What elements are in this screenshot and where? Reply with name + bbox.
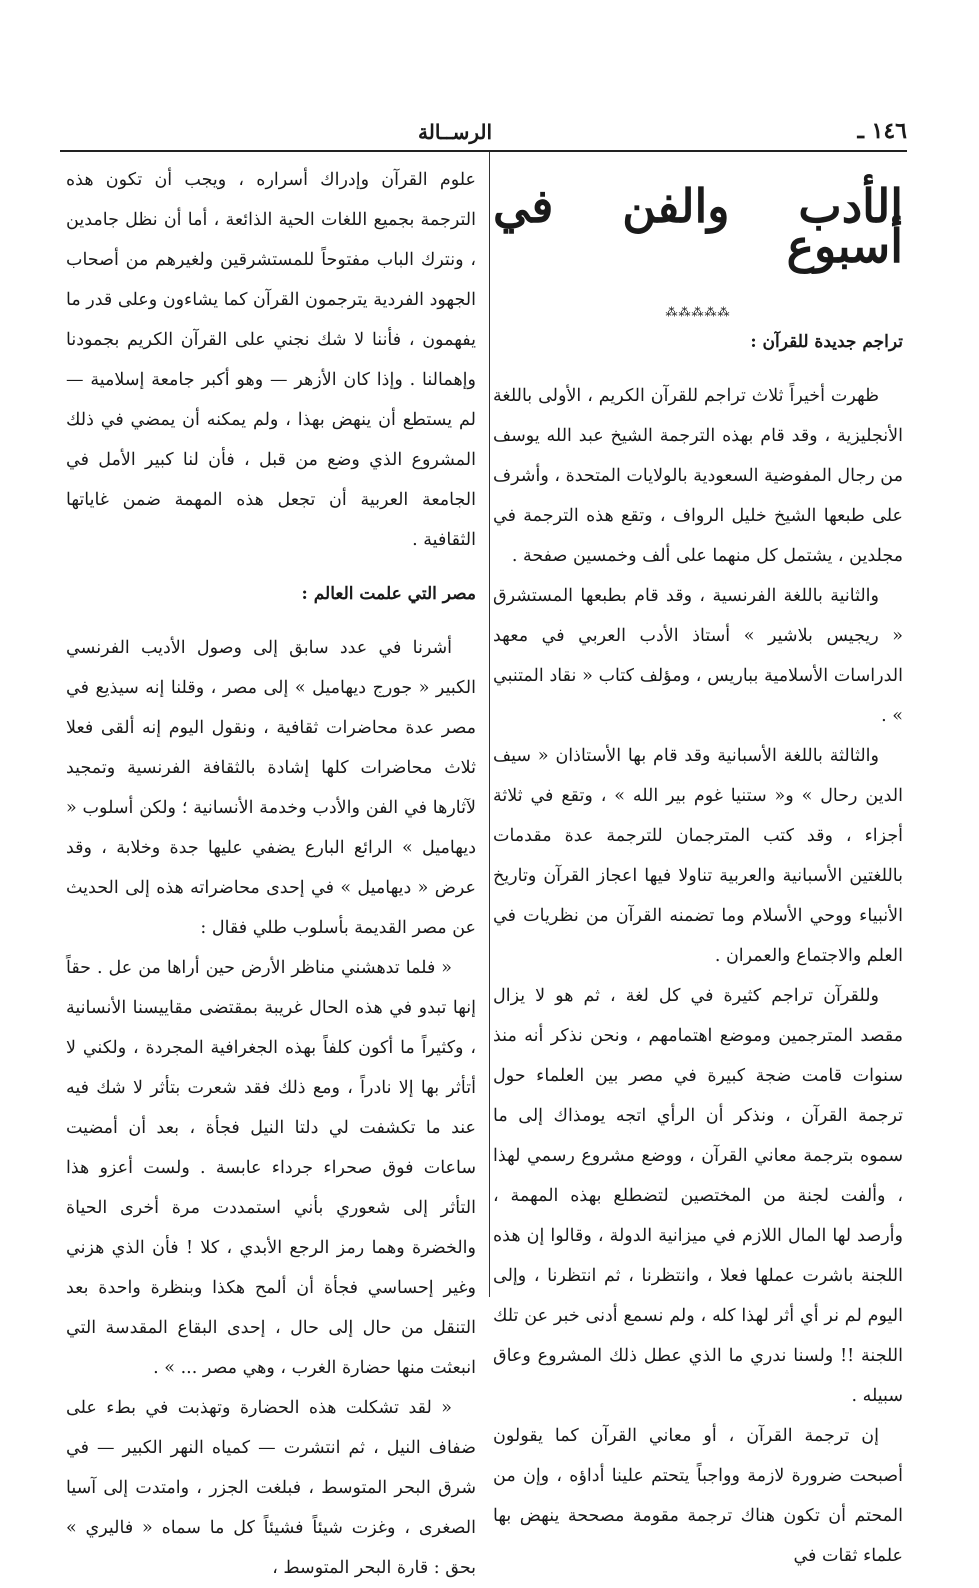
paragraph: أشرنا في عدد سابق إلى وصول الأديب الفرنسي الكبير « جورج ديهاميل » إلى مصر ، وقلنا إنه سيذيع في مصر عدة محاضرات ثقافية ، ونقول اليوم إنه ألقى فعلا ثلاث محاضرات كلها إشادة بالثقافة الفرنسية وتمجيد لآثارها في الفن والأدب وخدمة الأنسانية ؛ ولكن أسلوب « ديهاميل » الرائع البارع يضفي عليها جدة وخلابة ، وقد عرض « ديهاميل » في إحدى محاضراته هذه إلى الحديث عن مصر القديمة بأسلوب طلي فقال : bbox=[66, 638, 476, 938]
paragraph: ظهرت أخيراً ثلاث تراجم للقرآن الكريم ، الأولى باللغة الأنجليزية ، وقد قام بهذه الترجمة الشيخ عبد الله يوسف من رجال المفوضية السعودية بالولايات المتحدة ، وأشرف على طبعها الشيخ خليل الرواف ، وتقع هذه الترجمة في مجلدين ، يشتمل كل منهما على ألف وخمسين صفحة . bbox=[493, 386, 903, 566]
page-header bbox=[60, 118, 907, 152]
section-heading-translations: تراجم جديدة للقرآن : bbox=[750, 332, 903, 352]
left-column bbox=[66, 160, 476, 1588]
paragraph: « لقد تشكلت هذه الحضارة وتهذبت في بطء على ضفاف النيل ، ثم انتشرت — كمياه النهر الكبير — في شرق البحر المتوسط ، فبلغت الجزر ، وامتدت إلى آسيا الصغرى ، وغزت شيئاً فشيئاً كل ما سماه « فاليري » بحق : قارة البحر المتوسط ، bbox=[66, 1398, 476, 1578]
paragraph: والثانية باللغة الفرنسية ، وقد قام بطبعها المستشرق « ريجيس بلاشير » أستاذ الأدب العربي في معهد الدراسات الأسلامية بباريس ، ومؤلف كتاب « نقاد المتنبي » . bbox=[493, 586, 903, 726]
paragraph: « فلما تدهشني مناظر الأرض حين أراها من عل . حقاً إنها تبدو في هذه الحال غريبة بمقتضى مقاييسنا الأنسانية ، وكثيراً ما أكون كلفاً بهذه الجغرافية المجردة ، ولكني لا أتأثر بها إلا نادراً ، ومع ذلك فقد شعرت بتأثر لا شك فيه عند ما تكشفت لي دلتا النيل فجأة ، بعد أن أمضيت ساعات فوق صحراء جرداء عابسة . ولست أعزو هذا التأثر إلى شعوري بأني استمددت مرة أخرى الحياة والخضرة وهما رمز الرجع الأبدي ، كلا ! فأن الذي هزني وغير إحساسي فجأة أن ألمح هكذا وبنظرة واحدة بعد التنقل من حال إلى حال ، إحدى البقاع المقدسة التي انبعثت منها حضارة الغرب ، وهي مصر ... » . bbox=[66, 958, 476, 1378]
section-heading-egypt: مصر التي علمت العالم : bbox=[301, 584, 476, 604]
right-column bbox=[493, 160, 903, 1576]
section-title: الأدب والفن في أسبوع bbox=[493, 179, 903, 273]
paragraph: علوم القرآن وإدراك أسراره ، ويجب أن تكون هذه الترجمة بجميع اللغات الحية الذائعة ، أما أن نظل جامدين ، ونترك الباب مفتوحاً للمستشرقين ولغيرهم من أصحاب الجهود الفردية يترجمون القرآن كما يشاءون وعلى قدر ما يفهمون ، فأننا لا شك نجني على القرآن الكريم بجمودنا وإهمالنا . وإذا كان الأزهر — وهو أكبر جامعة إسلامية — لم يستطع أن ينهض بهذا ، ولم يمكنه أن يمضي في ذلك المشروع الذي وضع من قبل ، فأن لنا كبير الأمل في الجامعة العربية أن تجعل هذه المهمة ضمن غاياتها الثقافية . bbox=[66, 170, 476, 550]
magazine-name: الرســالة bbox=[418, 120, 493, 144]
paragraph: وللقرآن تراجم كثيرة في كل لغة ، ثم هو لا يزال مقصد المترجمين وموضع اهتمامهم ، ونحن نذكر أنه منذ سنوات قامت ضجة كبيرة في مصر بين العلماء حول ترجمة القرآن ، ونذكر أن الرأي اتجه يومذاك إلى ما سموه بترجمة معاني القرآن ، ووضع مشروع رسمي لهذا ، وألفت لجنة من المختصين لتضطلع بهذه المهمة ، وأرصد لها المال اللازم في ميزانية الدولة ، وقالوا إن هذه اللجنة باشرت عملها فعلا ، وانتظرنا ، ثم انتظرنا ، وإلى اليوم لم نر أي أثر لهذا كله ، ولم نسمع أدنى خبر عن تلك اللجنة !! ولسنا ندري ما الذي عطل ذلك المشروع وعاق سبيله . bbox=[493, 986, 903, 1406]
page-number: ١٤٦ ـ bbox=[857, 118, 907, 144]
paragraph: إن ترجمة القرآن ، أو معاني القرآن كما يقولون أصبحت ضرورة لازمة وواجباً يتحتم علينا أداؤه ، وإن من المحتم أن تكون هناك ترجمة مقومة مصححة ينهض بها علماء ثقات في bbox=[493, 1426, 903, 1566]
column-divider bbox=[489, 152, 490, 1297]
header-rule bbox=[60, 150, 907, 152]
title-ornament: ⁂⁂⁂⁂⁂ bbox=[665, 305, 731, 319]
paragraph: والثالثة باللغة الأسبانية وقد قام بها الأستاذان « سيف الدين رحال » و« ستنيا غوم بير الله » ، وتقع في ثلاثة أجزاء ، وقد كتب المترجمان للترجمة عدة مقدمات باللغتين الأسبانية والعربية تناولا فيها اعجاز القرآن وتاريخ الأنبياء ووحي الأسلام وما تضمنه القرآن من نظريات في العلم والاجتماع والعمران . bbox=[493, 746, 903, 966]
